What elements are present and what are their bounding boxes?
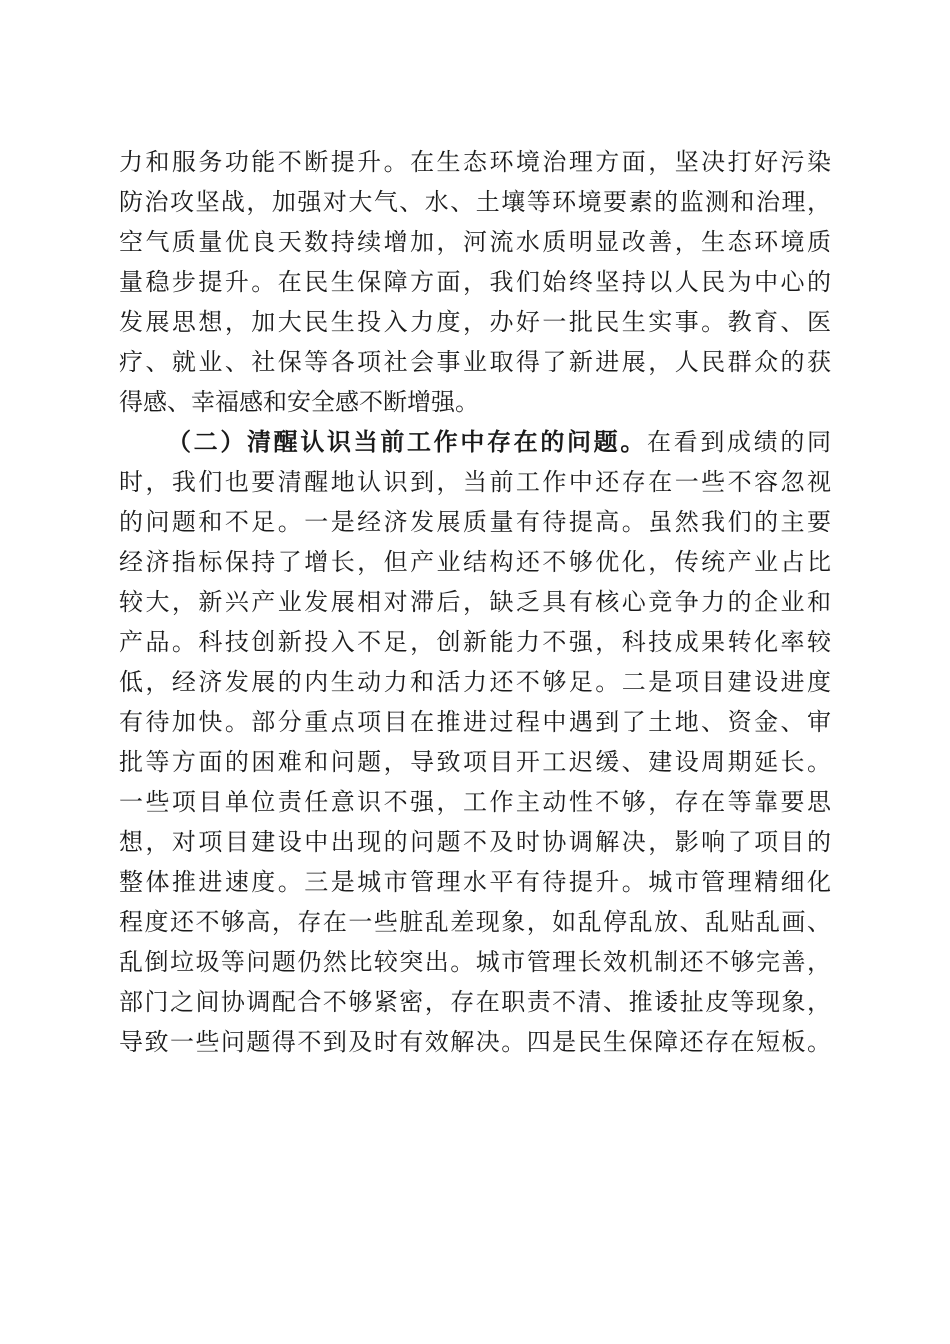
paragraph-line-rest: 在看到成绩的同 bbox=[647, 428, 831, 456]
paragraph-line: 批等方面的困难和问题，导致项目开工迟缓、建设周期延长。 bbox=[119, 748, 831, 776]
paragraph-line: 部门之间协调配合不够紧密，存在职责不清、推诿扯皮等现象， bbox=[119, 988, 831, 1016]
paragraph-line: 得感、幸福感和安全感不断增强。 bbox=[119, 388, 479, 416]
paragraph-line: 量稳步提升。在民生保障方面，我们始终坚持以人民为中心的 bbox=[119, 268, 831, 296]
paragraph-line: 程度还不够高，存在一些脏乱差现象，如乱停乱放、乱贴乱画、 bbox=[119, 908, 831, 936]
paragraph-line: 较大，新兴产业发展相对滞后，缺乏具有核心竞争力的企业和 bbox=[119, 588, 831, 616]
paragraph-line: 一些项目单位责任意识不强，工作主动性不够，存在等靠要思 bbox=[119, 788, 831, 816]
paragraph-line: 经济指标保持了增长，但产业结构还不够优化，传统产业占比 bbox=[119, 548, 831, 576]
paragraph-line: 产品。科技创新投入不足，创新能力不强，科技成果转化率较 bbox=[119, 628, 831, 656]
paragraph-line: 时，我们也要清醒地认识到，当前工作中还存在一些不容忽视 bbox=[119, 468, 831, 496]
paragraph-2 bbox=[119, 422, 831, 1062]
paragraph-line: 低，经济发展的内生动力和活力还不够足。二是项目建设进度 bbox=[119, 668, 831, 696]
paragraph-line: 力和服务功能不断提升。在生态环境治理方面，坚决打好污染 bbox=[119, 148, 831, 176]
paragraph-line: 乱倒垃圾等问题仍然比较突出。城市管理长效机制还不够完善， bbox=[119, 948, 831, 976]
paragraph-line: 空气质量优良天数持续增加，河流水质明显改善，生态环境质 bbox=[119, 228, 831, 256]
paragraph-line: 发展思想，加大民生投入力度，办好一批民生实事。教育、医 bbox=[119, 308, 831, 336]
paragraph-line: 整体推进速度。三是城市管理水平有待提升。城市管理精细化 bbox=[119, 868, 831, 896]
paragraph-line: 有待加快。部分重点项目在推进过程中遇到了土地、资金、审 bbox=[119, 708, 831, 736]
paragraph-line: 想，对项目建设中出现的问题不及时协调解决，影响了项目的 bbox=[119, 828, 831, 856]
paragraph-line: 防治攻坚战，加强对大气、水、土壤等环境要素的监测和治理， bbox=[119, 188, 831, 216]
paragraph-first-line bbox=[119, 422, 831, 462]
paragraph-line: 的问题和不足。一是经济发展质量有待提高。虽然我们的主要 bbox=[119, 508, 831, 536]
paragraph-line: 导致一些问题得不到及时有效解决。四是民生保障还存在短板。 bbox=[119, 1028, 831, 1056]
paragraph-1 bbox=[119, 142, 831, 422]
paragraph-line: 疗、就业、社保等各项社会事业取得了新进展，人民群众的获 bbox=[119, 348, 831, 376]
section-heading: （二）清醒认识当前工作中存在的问题。 bbox=[167, 428, 647, 456]
document-body bbox=[119, 142, 831, 1062]
